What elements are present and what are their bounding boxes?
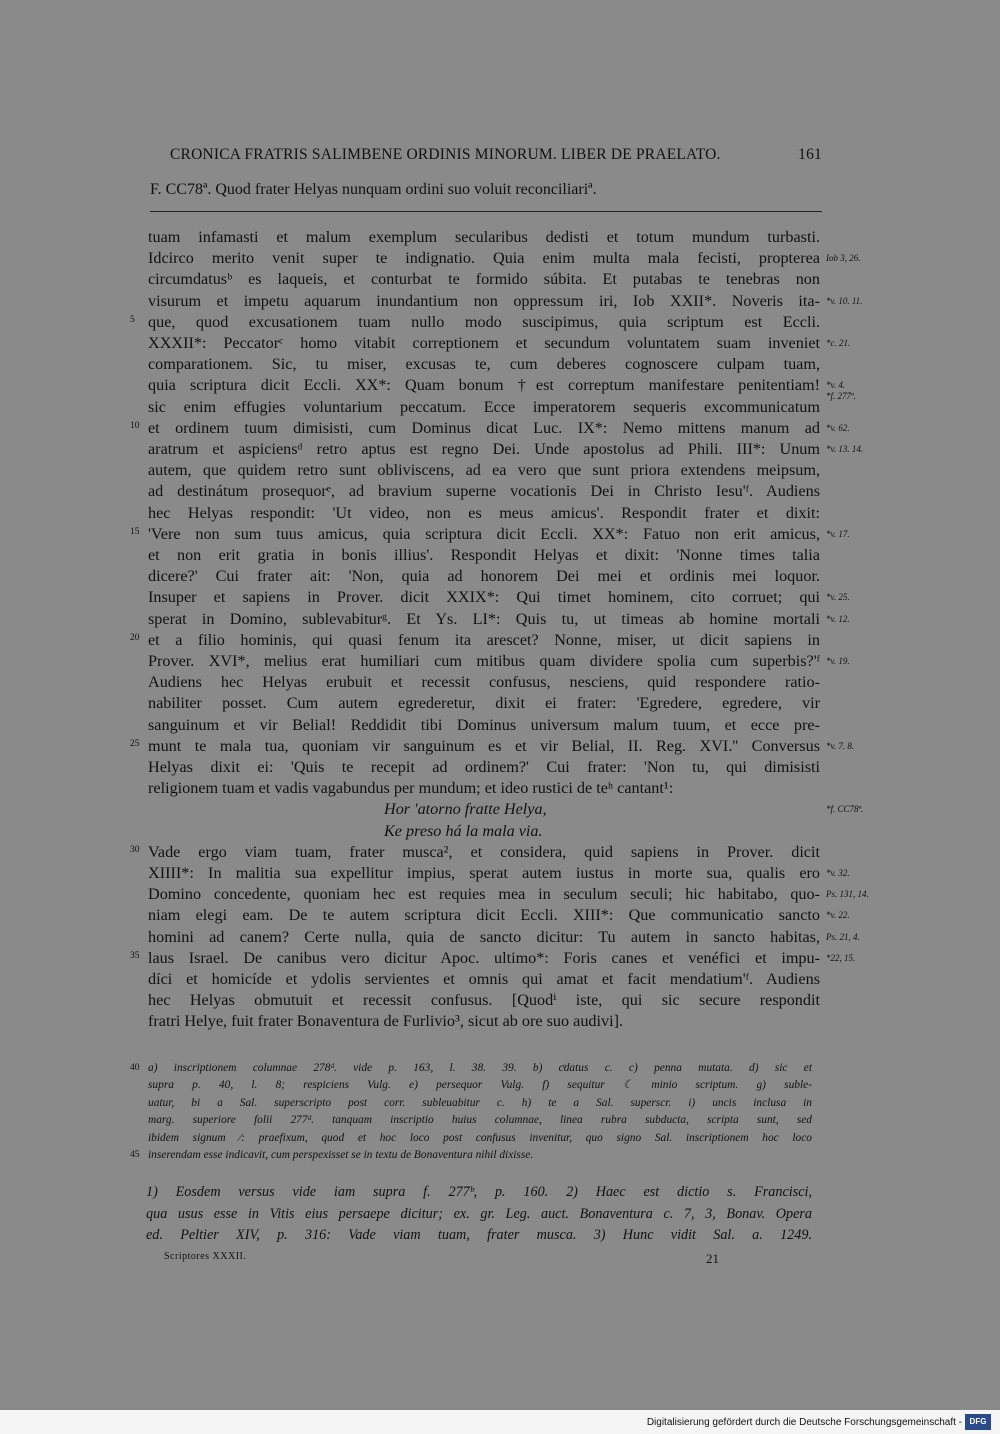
text-line: díci et homicíde et ydolis servientes et omnis qui amat et facit mendatium'ᶠ. Audiens [148,970,820,988]
running-head [170,146,822,164]
line-number: 25 [130,738,140,749]
margin-reference: *22, 15. [826,952,856,963]
footnote-line: 1) Eosdem versus vide iam supra f. 277ᵇ, p. 160. 2) Haec est dictio s. Francisci, [146,1184,812,1200]
text-line: XXXII*: Peccatorᶜ homo vitabit correptionem et secundum voluntatem suam inveniet [148,334,820,352]
line-number: 40 [130,1063,140,1073]
margin-reference: *f. 277ª. [826,391,856,401]
title-divider [150,211,822,212]
margin-reference: *v. 13. 14. [826,444,864,454]
text-line: aratrum et aspiciensᵈ retro aptus est regno Dei. Unde apostolus ad Phili. III*: Unum [148,440,820,458]
apparatus-line: a) inscriptionem columnae 278ᵈ. vide p. 163, l. 38. 39. b) cͦdatus c. c) penna mutata. d) sic et [148,1062,812,1074]
sheet-number: 21 [706,1251,719,1266]
margin-reference: *v. 10. 11. [826,295,863,306]
margin-reference: *v. 62. [826,422,850,433]
text-line: homini ad canem? Certe nulla, quia de sancto dicitur: Tu autem in sancto habitas, [148,927,820,946]
margin-reference: *v. 4. [826,380,846,391]
line-number: 5 [130,314,135,325]
text-line: comparationem. Sic, tu miser, excusas te, cum deberes cognoscere culpam tuam, [148,355,820,374]
line-number: 45 [130,1150,140,1160]
text-line: hec Helyas respondit: 'Ut video, non es meus amicus'. Respondit frater et dixit: [148,503,820,522]
text-line: 'Vere non sum tuus amicus, quia scriptura dicit Eccli. XX*: Fatuo non erit amicus, [148,524,820,543]
margin-reference: *c. 21. [826,338,851,348]
signature-mark: Scriptores XXXII. [164,1251,247,1262]
text-line: sperat in Domino, sublevabiturᵍ. Et Ys. LI*: Quis tu, ut timeas ab homine mortali [148,609,820,628]
text-line: que, quod excusationem tuam nullo modo suscipimus, quia scriptum est Eccli. [148,312,820,331]
margin-reference: Ps. 21, 4. [826,931,860,942]
apparatus-line: ibidem signum ⁄: praefixum, quod et hoc loco post confusus invenitur, quo signo Sal. inscriptionem hoc loco [148,1131,812,1144]
margin-reference: *v. 7. 8. [826,740,855,751]
margin-reference: *v. 19. [826,656,850,666]
margin-reference: *v. 12. [826,613,850,624]
text-line: Helyas dixit ei: 'Quis te recepit ad ordinem?' Cui frater: 'Non tu, qui dimisisti [148,758,820,776]
text-line: Vade ergo viam tuam, frater musca², et considera, quid sapiens in Prover. dicit [148,842,820,861]
text-line: visurum et impetu aquarum inundantium non oppressum iri, Iob XXII*. Noveris ita- [148,291,820,310]
margin-reference: Ps. 131, 14. [826,889,869,900]
text-line: munt te mala tua, quoniam vir sanguinum es et vir Belial, II. Reg. XVI.'' Conversus [148,736,820,755]
text-line: niam elegi eam. De te autem scriptura dicit Eccli. XIII*: Que communicatio sancto [148,906,820,925]
text-line: religionem tuam et vadis vagabundus per mundum; et ideo rustici de teʰ cantant¹: [148,779,674,798]
margin-reference: *f. CC78ª. [826,804,864,815]
footnote-line: qua usus esse in Vitis eius persaepe dicitur; ex. gr. Leg. auct. Bonaventura c. 7, 3, Bonav. Opera [146,1205,812,1222]
margin-reference: Iob 3, 26. [826,253,861,264]
footnote-line: ed. Peltier XIV, p. 316: Vade viam tuam, frater musca. 3) Hunc vidit Sal. a. 1249. [146,1227,812,1243]
apparatus-line: marg. superiore folii 277ᵈ. tanquam inscriptio huius columnae, linea rubra subducta, scripta sunt, sed [148,1114,812,1127]
running-title: CRONICA FRATRIS SALIMBENE ORDINIS MINORUM. LIBER DE PRAELATO. [170,146,721,163]
margin-reference: *v. 32. [826,868,850,878]
text-line: sic enim effugies voluntarium peccatum. Ecce imperatorem sequeris excommunicatum [148,397,820,416]
text-line: laus Israel. De canibus vero dicitur Apoc. ultimo*: Foris canes et venéfici et impu- [148,948,820,967]
text-line: fratri Helye, fuit frater Bonaventura de Furlivio³, sicut ab ore suo audivi]. [148,1012,624,1031]
text-line: et non erit gratia in bonis illius'. Respondit Helyas et dixit: 'Nonne times talia [148,546,820,564]
margin-reference: *v. 17. [826,528,850,539]
dfg-logo: DFG [965,1414,991,1430]
text-line: Domino concedente, quoniam hec est requies mea in seculum seculi; hic habitabo, quo- [148,885,820,904]
text-line: dicere?' Cui frater ait: 'Non, quia ad honorem Dei mei et ordinis mei loquor. [148,567,820,586]
apparatus-line: supra p. 40, l. 8; respiciens Vulg. e) persequor Vulg. f) sequitur ☾ minio scriptum. g) suble- [148,1079,812,1092]
text-line: tuam infamasti et malum exemplum secularibus dedisti et totum mundum turbasti. [148,228,820,246]
line-number: 15 [130,526,140,537]
line-number: 20 [130,632,140,643]
text-line: quia scriptura dicit Eccli. XX*: Quam bonum †est correptum manifestare penitentiam! [148,376,820,395]
text-line: ad destinátum prosequorᵉ, ad bravium superne vocationis Dei in Christo Iesu'ᶠ. Audiens [148,482,820,501]
line-number: 10 [130,420,140,431]
text-line: autem, que quidem retro sunt obliviscens, ad ea vero que sunt priora extendens meipsum, [148,461,820,480]
text-line: Audiens hec Helyas erubuit et recessit confusus, nesciens, quid respondere ratio- [148,673,820,692]
text-line: sanguinum et vir Belial! Reddidit tibi Dominus universum malum tuum, et ecce pre- [148,715,820,734]
apparatus-line: uatur, bi a Sal. superscripto post corr. subleuabitur c. h) te a Sal. superscr. i) uncis inclusa in [148,1096,812,1109]
text-line: Insuper et sapiens in Prover. dicit XXIX*: Qui timet hominem, cito corruet; qui [148,588,820,607]
margin-reference: *v. 25. [826,592,850,603]
apparatus-line: inserendam esse indicavit, cum perspexisset se in textu de Bonaventura nihil dixisse. [148,1149,534,1161]
text-line: Prover. XVI*, melius erat humiliari cum mitibus quam dividere spolia cum superbis?'ᶠ [148,652,820,670]
text-line: circumdatusᵇ es laqueis, et conturbat te formido súbita. Et putabas te tenebras non [148,270,820,289]
text-line: et a filio hominis, qui quasi fenum ita arescet? Nonne, miser, ut dicit sapiens in [148,630,820,649]
margin-reference: *v. 22. [826,910,850,921]
text-line: hec Helyas obmutuit et recessit confusus. [Quodⁱ iste, qui sic secure respondit [148,991,820,1010]
text-line: Hor 'atorno fratte Helya, [384,800,547,819]
chapter-title: F. CC78ª. Quod frater Helyas nunquam ordini suo voluit reconciliariª. [150,181,597,198]
page-number: 161 [798,146,822,163]
text-line: et ordinem tuum dimisisti, cum Dominus dicat Luc. IX*: Nemo mittens manum ad [148,418,820,437]
line-number: 30 [130,844,140,855]
footer-text: Digitalisierung gefördert durch die Deutsche Forschungsgemeinschaft - [646,1417,962,1428]
text-line: Ke preso há la mala via. [384,821,543,840]
text-line: XIIII*: In malitia sua expellitur impius, sperat autem iustus in morte sua, qualis ero [148,864,820,882]
text-line: Idcirco merito venit super te indignatio. Quia enim multa mala fecisti, propterea [148,249,820,268]
text-line: nabiliter posset. Cum autem egrederetur, dixit ei frater: 'Egredere, egredere, vir [148,694,820,713]
line-number: 35 [130,950,140,961]
